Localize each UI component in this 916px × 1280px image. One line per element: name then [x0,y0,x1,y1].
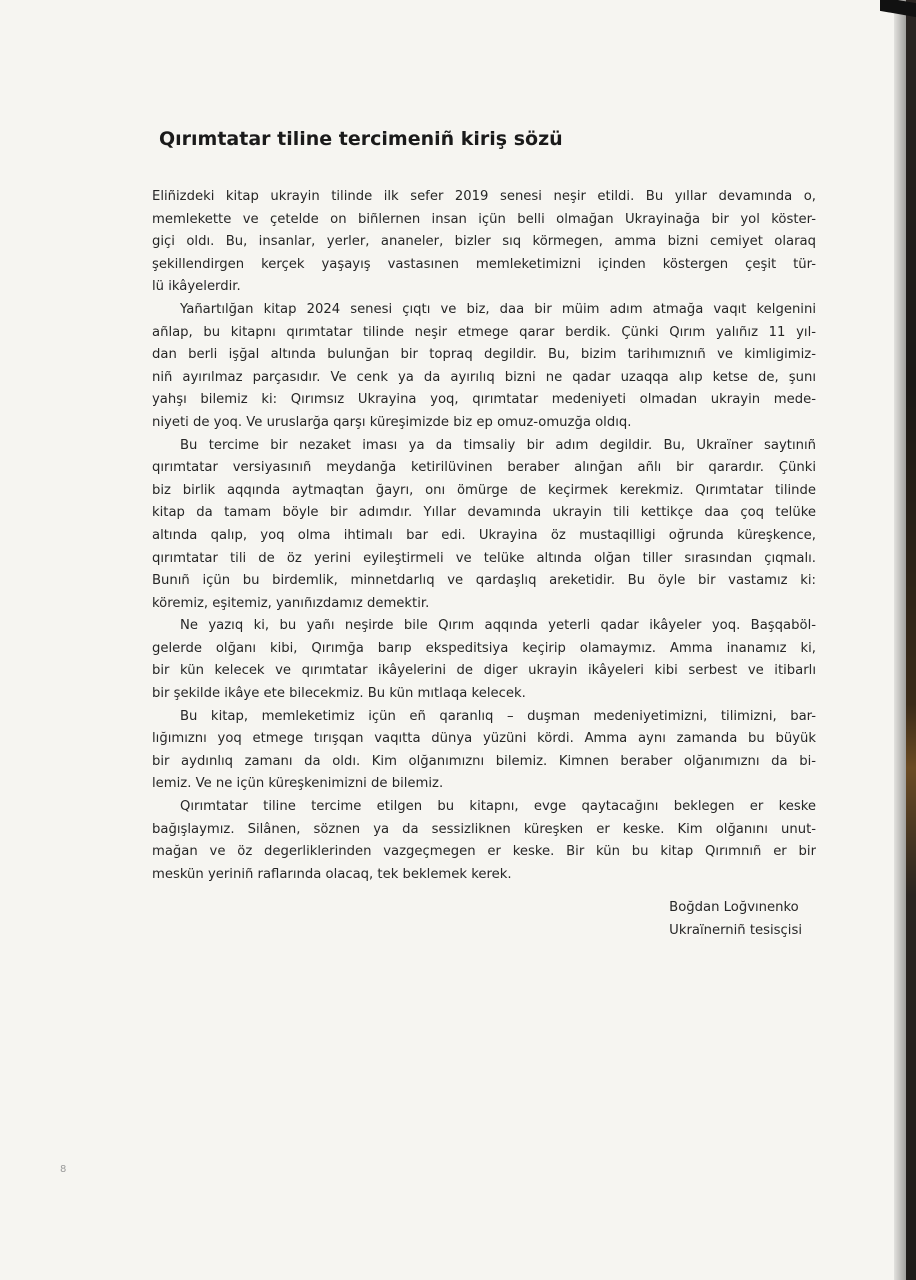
text-line: memlekette ve çetelde on biñlernen insan içün belli olmağan Ukrayinağa bir yol köster- [152,211,816,227]
signature-role: Ukraïnerniñ tesisçisi [669,923,802,938]
text-line: kitap da tamam böyle bir adımdır. Yıllar devamında ukrayin tili kettikçe daa çoq telüke [152,505,816,521]
text-line: Yañartılğan kitap 2024 senesi çıqtı ve biz, daa bir müim adım atmağa vaqıt kelgenini [180,301,816,317]
text-line: lü ikâyelerdir. [152,279,241,295]
page-title: Qırımtatar tiline tercimeniñ kiriş sözü [159,128,563,150]
text-line: meskün yeriniñ raflarında olacaq, tek beklemek kerek. [152,866,512,882]
text-line: lığımıznı yoq etmege tırışqan vaqıtta dünya yüzüni kördi. Amma aynı zamanda bu büyük [152,731,816,747]
text-line: giçi oldı. Bu, insanlar, yerler, ananeler, bizler sıq körmegen, amma bizni cemiyet olaraq [152,234,816,250]
text-line: Bunıñ içün bu birdemlik, minnetdarlıq ve qardaşlıq areketidir. Bu öyle bir vastamız ki: [152,573,816,589]
text-line: niyeti de yoq. Ve uruslarğa qarşı küreşimizde biz ep omuz-omuzğa oldıq. [152,414,632,430]
text-line: Bu kitap, memleketimiz içün eñ qaranlıq – duşman medeniyetimizni, tilimizni, bar- [180,708,816,724]
text-line: bir şekilde ikâye ete bilecekmiz. Bu kün mıtlaqa kelecek. [152,686,526,702]
text-line: qırımtatar tili de öz yerini eyileştirmeli ve telüke altında olğan tiller sırasından çıqmalı. [152,550,816,566]
text-line: gelerde olğanı kibi, Qırımğa barıp ekspeditsiya keçirip olamaymız. Amma inanamız ki, [152,640,816,656]
text-line: şekillendirgen kerçek yaşayış vastasınen memleketimizni içinden köstergen çeşit tür- [152,256,816,272]
text-line: Eliñizdeki kitap ukrayin tilinde ilk sefer 2019 senesi neşir etildi. Bu yıllar devamında o, [152,189,816,204]
text-line: Qırımtatar tiline tercime etilgen bu kitapnı, evge qaytacağını beklegen er keske [180,799,816,815]
page-number: 8 [60,1164,67,1175]
signature-name: Boğdan Loğvınenko [669,900,799,915]
text-line: bağışlaymız. Silânen, söznen ya da sessizliknen küreşken er keske. Kim olğanını unut- [152,821,816,837]
text-line: köremiz, eşitemiz, yanıñızdamız demektir. [152,595,430,611]
text-line: lemiz. Ve ne içün küreşkenimizni de bilemiz. [152,776,444,792]
text-line: dan berli işğal altında bulunğan bir topraq degildir. Bu, bizim tarihımıznıñ ve kimligimiz- [152,347,816,363]
signature-block [669,896,802,942]
text-line: niñ ayırılmaz parçasıdır. Ve cenk ya da ayırılıq bizni ne qadar uzaqqa alıp ketse de, şunı [152,369,816,385]
text-line: yahşı bilemiz ki: Qırımsız Ukrayina yoq, qırımtatar medeniyeti olmadan ukrayin mede- [152,392,816,408]
text-line: qırımtatar versiyasınıñ meydanğa ketirilüvinen beraber alınğan añlı bir qarardır. Çünki [152,460,816,476]
text-line: bir kün kelecek ve qırımtatar ikâyelerini de diger ukrayin ikâyeleri kibi serbest ve itibarlı [152,663,816,679]
text-line: mağan ve öz degerliklerinden vazgeçmegen er keske. Bir kün bu kitap Qırımnıñ er bir [152,844,816,860]
text-line: Ne yazıq ki, bu yañı neşirde bile Qırım aqqında yeterli qadar ikâyeler yoq. Başqaböl- [180,618,816,634]
text-line: biz birlik aqqında aytmaqtan ğayrı, onı ömürge de keçirmek kerekmiz. Qırımtatar tilinde [152,482,816,498]
text-line: bir aydınlıq zamanı da oldı. Kim olğanımıznı bilemiz. Kimnen beraber olğanımıznı da bi- [152,753,816,769]
background-strip [906,0,916,1280]
text-line: Bu tercime bir nezaket iması ya da timsaliy bir adım degildir. Bu, Ukraïner saytınıñ [180,437,816,453]
text-line: añlap, bu kitapnı qırımtatar tilinde neşir etmege qarar berdik. Çünki Qırım yalıñız 11 yıl- [152,324,816,340]
body-text [152,186,816,886]
page-edge-shadow [894,0,906,1280]
text-line: altında qalıp, yoq olma ihtimalı bar edi. Ukrayina öz mustaqilligi oğrunda küreşkence, [152,527,816,543]
